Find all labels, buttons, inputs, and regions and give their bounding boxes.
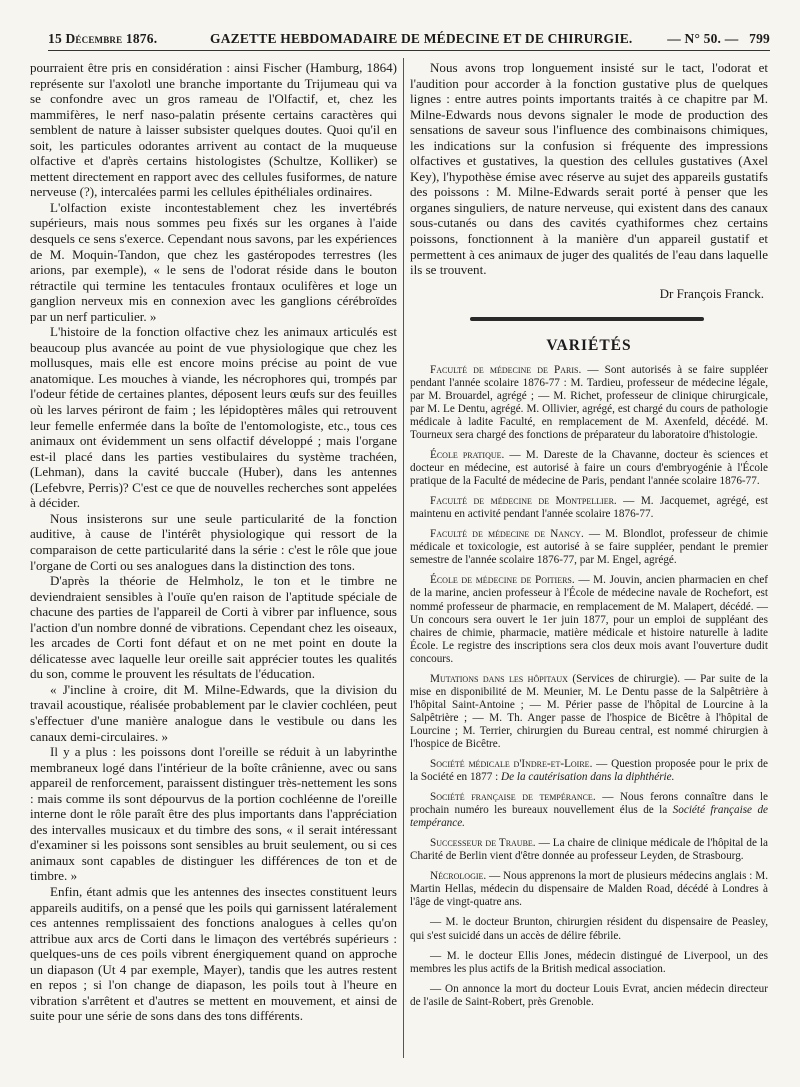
news-item	[410, 449, 768, 488]
news-text: (Services de chirurgie). — Par suite de la mise en disponibilité de M. Meunier, M. Le Dentu passe de la Salpêtrière à l'hôpital Saint-Antoine ; — M. Périer passe de l'hôpital de Lourcine à la Salpêtrière ; — M. Th. Anger passe de l'hospice de Bicêtre à l'hôpital de Lourcine ; M. Terrier, chirurgien du Bureau central, est nommé chirurgien à l'hospice de Bicêtre.	[410, 672, 768, 750]
section-separator	[470, 317, 704, 321]
news-text: — Sont autorisés à se faire suppléer pendant l'année scolaire 1876-77 : M. Tardieu, professeur de médecine légale, par M. Brouardel, agrégé ; — M. Richet, professeur de clinique chirurgicale, par M. Le Dentu, agrégé. M. Ollivier, agrégé, est chargé du cours de pathologie médicale à ladite Faculté, en remplacement de M. Axenfeld, décédé. M. Tourneux sera chargé des fonctions de préparateur du laboratoire d'histologie.	[410, 363, 768, 441]
news-rubric: Société médicale d'Indre-et-Loire.	[430, 758, 593, 771]
issue-date: 15 Décembre 1876.	[48, 31, 158, 46]
issue-number: — N° 50. —	[667, 31, 739, 46]
news-text: — Nous ferons connaître dans le prochain numéro les bureaux nouvellement élus de la	[410, 791, 768, 817]
news-rubric: Faculté de médecine de Nancy.	[430, 528, 584, 541]
news-item	[410, 528, 768, 567]
page-number: 799	[749, 31, 770, 46]
news-text: — M. Blondlot, professeur de chimie médicale et toxicologie, est autorisé à se faire suppléer, pendant le premier semestre de l'année scolaire 1876-77, par M. Engel, agrégé.	[410, 528, 768, 567]
news-rubric: Société française de tempérance.	[430, 791, 596, 804]
news-rubric: Mutations dans les hôpitaux	[430, 672, 568, 685]
section-title: VARIÉTÉS	[546, 337, 632, 355]
news-item	[410, 870, 768, 909]
news-rubric: École de médecine de Poitiers.	[430, 574, 575, 587]
paragraph: « J'incline à croire, dit M. Milne-Edwards, que la division du travail acoustique, réalisée probablement par le clavier cochléen, peut s'effectuer d'une manière analogue dans le vestibule ou dans les canaux demi-circulaires. »	[30, 681, 397, 744]
paragraph: Enfin, étant admis que les antennes des insectes constituent leurs appareils auditifs, on a pensé que les poils qui garnissent latéralement ces antennes remplissaient des fonctions analogues à celles qu'on attribue aux arcs de Corti dans le limaçon des vertébrés supérieurs : quelques-uns de ces poils vibrent énergiquement quand on approche un diapason (Ut 4 par exemple, Mayer), tandis que les autres restent en repos ; si l'on change de diapason, les poils tout à l'heure en vibration s'arrêtent et d'autres se mettent en mouvement, et ainsi de suite pour une série de sons dans des tons différents.	[30, 883, 397, 1024]
paragraph: L'olfaction existe incontestablement chez les invertébrés supérieurs, mais nous sommes peu fixés sur les organes à l'aide desquels ce sens s'exerce. Cependant nous savons, par les expériences de M. Moquin-Tandon, que chez les gastéropodes terrestres (les arions, par exemple), « le sens de l'odorat réside dans le bouton rétractile qui termine les tentacules frontaux oculifères et loge un ganglion nerveux mis en connexion avec les ganglions cérébroïdes par un nerf particulier. »	[30, 199, 397, 324]
paragraph: L'histoire de la fonction olfactive chez les animaux articulés est beaucoup plus avancée au point de vue physiologique que chez les mollusques, mais elle est encore moins précise au point de vue anatomique. Les mouches à viande, les nécrophores qui, trompés par l'odeur fétide de certaines plantes, déposent leurs œufs sur des feuilles où les larves périront de faim ; les lépidoptères mâles qui retrouvent leur femelle enfermée dans la boîte de l'entomologiste, etc., tous ces animaux ont évidemment un sens olfactif développé ; mais l'organe est-il placé dans les parties vestibulaires du système trachéen, (Lehman), dans la cavité buccale (Huber), dans les antennes (Lefebvre, Perris)? C'est ce que de nouvelles recherches sont appelées à décider.	[30, 324, 397, 511]
news-item	[410, 791, 768, 830]
running-header	[48, 30, 770, 51]
issue-and-page	[667, 31, 770, 47]
news-item	[410, 837, 768, 863]
news-rubric: Faculté de médecine de Paris.	[430, 363, 582, 376]
paragraph: Il y a plus : les poissons dont l'oreille se réduit à un labyrinthe membraneux logé dans l'intérieur de la boîte crânienne, avec ou sans appareil de renforcement, paraissent distinguer très-nettement les sons : mais comme ils sont dépourvus de la portion cochléenne de l'oreille interne dont le rôle paraît être des plus importants dans l'appréciation des intervalles musicaux et du timbre des sons, « il serait intéressant d'examiner si les poissons sont sensibles au bruit seulement, ou si ces animaux sont capables de distinguer les différences de ton et de timbre. »	[30, 744, 397, 884]
news-item: — M. le docteur Ellis Jones, médecin distingué de Liverpool, un des membres les plus actifs de la British medical association.	[410, 949, 768, 975]
paragraph: D'après la théorie de Helmholz, le ton et le timbre ne deviendraient sensibles à l'ouïe qu'en raison de l'aptitude spéciale de chacune des parties de l'appareil de Corti à vibrer par influence, sous l'action d'un nombre donné de vibrations. Cependant chez les oiseaux, les arcades de Corti font défaut et on ne met point en doute la délicatesse avec laquelle leur oreille sait apprécier toutes les qualités du son, comme le prouvent les résultats de l'éducation.	[30, 573, 397, 682]
article-conclusion: Nous avons trop longuement insisté sur le tact, l'odorat et l'audition pour accorder à la fonction gustative plus de quelques lignes : entre autres points importants traités à ce chapitre par M. Milne-Edwards nous devons signaler le mode de production des sensations de saveur sous l'influence des combinaisons chimiques, les indications sur la confusion si fréquente des impressions olfactives et gustatives, la question des cellules gustatives (Axel Key), l'hypothèse émise avec réserve au sujet des appareils gustatifs des poissons : M. Milne-Edwards serait porté à penser que les organes singuliers, de nature nerveuse, qui existent dans des canaux sous-cutanés ou dans des cavités cyathiformes chez certains poissons, fonctionnent à la manière d'un appareil gustatif et permettent à ces animaux de juger des qualités de l'eau dans laquelle ils se trouvent.	[410, 60, 768, 278]
news-rubric: Faculté de médecine de Montpellier.	[430, 495, 617, 508]
news-rubric: Nécrologie.	[430, 870, 487, 883]
author-signature: Dr François Franck.	[659, 285, 764, 301]
news-italic: De la cautérisation dans la diphthérie.	[501, 771, 675, 784]
journal-title: GAZETTE HEBDOMADAIRE DE MÉDECINE ET DE CHIRURGIE.	[210, 31, 633, 46]
news-text: — M. Dareste de la Chavanne, docteur ès sciences et docteur en médecine, est autorisé à faire un cours d'embryogénie à l'École pratique de la Faculté de médecine de Paris, pendant l'année scolaire 1876-77.	[410, 449, 768, 488]
news-item	[410, 574, 768, 665]
news-rubric: Successeur de Traube.	[430, 837, 536, 850]
news-italic: Société française de tempérance.	[410, 804, 769, 830]
news-rubric: École pratique.	[430, 449, 505, 462]
news-item	[410, 758, 768, 784]
news-text: — Nous apprenons la mort de plusieurs médecins anglais : M. Martin Hellas, médecin du dispensaire de Malden Road, décédé à Londres à l'âge de vingt-quatre ans.	[410, 870, 768, 909]
news-text: — La chaire de clinique médicale de l'hôpital de la Charité de Berlin vient d'être donnée au professeur Leyden, de Strasbourg.	[410, 837, 768, 863]
paragraph: pourraient être pris en considération : ainsi Fischer (Hamburg, 1864) représente sur l'axolotl une branche importante du Trijumeau qui va se confondre avec un gros rameau de l'Olfactif, et, chez les mammifères, le nerf naso-palatin présente certains caractères qui semblent de nature à laisser subsister quelques doutes. Quoi qu'il en soit, les particules odorantes arrivent au contact de la muqueuse olfactive et d'après certains histologistes (Schultze, Kolliker) se mettent directement en rapport avec des cellules fusiformes, de nature nerveuse (?), intercalées parmi les cellules épithéliales ordinaires.	[30, 60, 397, 200]
right-column	[410, 60, 768, 1009]
news-text: — Question proposée pour le prix de la Société en 1877 :	[410, 758, 768, 784]
news-text: — M. Jouvin, ancien pharmacien en chef de la marine, ancien professeur à l'École de médecine navale de Rochefort, est nommé professeur de pharmacie, en remplacement de M. Malapert, décédé. — Un concours sera ouvert le 1er juin 1877, pour un emploi de suppléant des chaires de chimie, pharmacie, matière médicale et histoire naturelle à ladite École. Le registre des inscriptions sera clos deux mois avant l'ouverture dudit concours.	[410, 574, 769, 665]
paragraph: Nous insisterons sur une seule particularité de la fonction auditive, à cause de l'intérêt physiologique qui ressort de la comparaison de cette particularité dans la série : c'est le rôle que joue l'organe de Corti ou ses analogues dans la distinction des tons.	[30, 510, 397, 573]
news-item	[410, 673, 768, 751]
news-item: — M. le docteur Brunton, chirurgien résident du dispensaire de Peasley, qui s'est suicidé dans un accès de délire fébrile.	[410, 916, 768, 942]
news-item: — On annonce la mort du docteur Louis Evrat, ancien médecin directeur de l'asile de Saint-Robert, près Grenoble.	[410, 982, 768, 1008]
news-item	[410, 495, 768, 521]
column-divider	[403, 58, 404, 1058]
news-text: — M. Jacquemet, agrégé, est maintenu en activité pendant l'année scolaire 1876-77.	[410, 495, 768, 521]
news-item	[410, 364, 768, 442]
left-column	[30, 60, 397, 1024]
